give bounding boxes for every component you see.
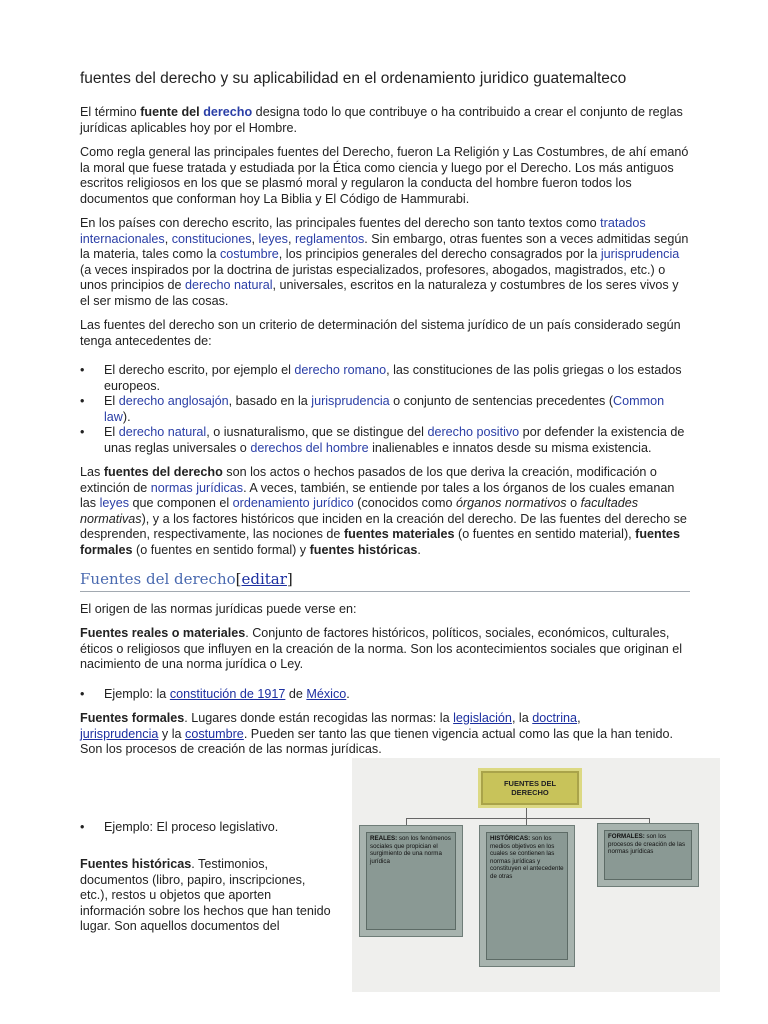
text: que componen el xyxy=(129,496,233,510)
section-title: Fuentes del derecho xyxy=(80,570,236,588)
link-jurisprudencia[interactable]: jurisprudencia xyxy=(80,726,159,741)
antecedents-list xyxy=(80,363,690,456)
link-leyes[interactable]: leyes xyxy=(99,496,130,510)
text: , xyxy=(251,231,259,246)
link-costumbre[interactable]: costumbre xyxy=(185,726,244,741)
bracket: [ xyxy=(235,570,242,588)
bold-term: fuente del xyxy=(140,105,204,119)
list-item xyxy=(80,363,690,394)
link-costumbre[interactable]: costumbre xyxy=(220,247,279,261)
link-derecho-natural[interactable]: derecho natural xyxy=(185,278,273,292)
text: , basado en la xyxy=(228,394,312,408)
text: . Conjunto de factores históricos, políticos, sociales, económicos, culturales, éticos o religiosos que influyen en la creación de la norma. Son los acontecimientos sociales que originan el nacimiento de una norma jurídica o Ley. xyxy=(80,626,683,671)
text: , xyxy=(577,711,581,725)
criteria-paragraph: Las fuentes del derecho son un criterio de determinación del sistema jurídico de un país considerado según tenga antecedentes de: xyxy=(80,318,681,348)
formal-sources-paragraph xyxy=(80,711,690,758)
text: (a veces inspirados por la doctrina de juristas especializados, profesores, abogados, magistrados, etc.) o unos principios de xyxy=(80,262,666,292)
bold-term: fuentes del derecho xyxy=(103,465,223,479)
link-reglamentos[interactable]: reglamentos xyxy=(294,231,365,246)
title-line: DERECHO xyxy=(511,788,549,797)
text: El derecho escrito, por ejemplo el xyxy=(104,363,295,377)
link-tratados[interactable]: tratados internacionales xyxy=(80,216,646,246)
bold-term: fuentes históricas xyxy=(309,542,418,557)
link-derecho[interactable]: derecho xyxy=(203,105,253,119)
bold-term: Fuentes reales o materiales xyxy=(80,626,246,640)
list-item: • Ejemplo: El proceso legislativo. xyxy=(80,820,340,836)
text: (o fuentes en sentido material), xyxy=(454,527,636,541)
link-common-law[interactable]: Common law xyxy=(104,394,665,424)
text: , o iusnaturalismo, que se distingue del xyxy=(206,425,428,439)
bold-term: fuentes materiales xyxy=(343,527,455,541)
definition-paragraph xyxy=(80,465,690,558)
link-ordenamiento-juridico[interactable]: ordenamiento jurídico xyxy=(232,496,354,510)
link-jurisprudencia[interactable]: jurisprudencia xyxy=(311,394,390,408)
link-derecho-anglosajon[interactable]: derecho anglosajón xyxy=(118,394,229,408)
text: ), y a los factores históricos que inciden en la creación del derecho. De las fuentes del derecho se desprenden, respectivamente, las nociones de xyxy=(80,511,687,541)
text: El término xyxy=(80,105,141,119)
link-jurisprudencia[interactable]: jurisprudencia xyxy=(600,247,680,261)
box-text: son los fenómenos sociales que propician el surgimiento de una norma jurídica xyxy=(370,835,451,865)
diagram-box-historicas xyxy=(480,826,574,966)
diagram-title xyxy=(478,768,582,808)
connector-horizontal xyxy=(406,818,650,819)
connector-vertical xyxy=(526,808,527,818)
text: por defender la existencia de unas reglas universales o xyxy=(104,425,685,455)
text: . A veces, también, se entiende por tales a los órganos de los cuales emanan las xyxy=(80,480,675,510)
text: . Pueden ser tanto las que tienen vigencia actual como las que la han tenido. Son los procesos de creación de las normas jurídicas. xyxy=(80,726,673,756)
text: . Sin embargo, otras fuentes son a veces admitidas según la materia, tales como la xyxy=(80,231,689,261)
text: , los principios generales del derecho consagrados por la xyxy=(278,247,601,261)
text: , las constituciones de las polis griegas o los estados europeos. xyxy=(104,363,682,393)
bold-term: fuentes formales xyxy=(80,527,680,557)
text: y la xyxy=(158,726,186,741)
history-paragraph: Como regla general las principales fuentes del Derecho, fueron La Religión y Las Costumbres, de ahí emanó la moral que fuese tratada y estudiada por la Ética como ciencia y luego por el Derecho. Los más antiguos escritos religiosos en los que se plasmó moral y regularon la conducta del hombre fueron todos los documentos que conforman hoy La Biblia y El Código de Hammurabi. xyxy=(80,145,689,206)
link-derechos-del-hombre[interactable]: derechos del hombre xyxy=(250,440,369,455)
document-title: fuentes del derecho y su aplicabilidad en el ordenamiento juridico guatemalteco xyxy=(80,70,627,87)
text: o conjunto de sentencias precedentes ( xyxy=(389,394,614,408)
text: de xyxy=(285,686,307,701)
sources-diagram xyxy=(352,758,720,992)
historical-sources-paragraph xyxy=(80,857,335,935)
text: o xyxy=(566,496,581,510)
intro-paragraph xyxy=(80,105,690,136)
text: El xyxy=(104,425,119,439)
link-doctrina[interactable]: doctrina xyxy=(532,711,578,725)
text: ). xyxy=(122,409,131,424)
text: , xyxy=(287,231,295,246)
material-sources-paragraph xyxy=(80,626,690,673)
link-normas-juridicas[interactable]: normas jurídicas xyxy=(150,480,244,495)
text: . Lugares donde están recogidas las normas: la xyxy=(184,711,454,725)
edit-link[interactable]: editar xyxy=(241,570,287,588)
text: , la xyxy=(511,711,533,725)
text: inalienables e innatos desde su misma existencia. xyxy=(368,440,652,455)
bold-term: Fuentes formales xyxy=(80,711,185,725)
text: , xyxy=(164,231,172,246)
origin-paragraph: El origen de las normas jurídicas puede verse en: xyxy=(80,601,357,616)
link-mexico[interactable]: México xyxy=(306,686,347,701)
text: designa todo lo que contribuye o ha contribuido a crear el conjunto de reglas jurídicas aplicables hoy por el Hombre. xyxy=(80,105,683,135)
link-derecho-natural[interactable]: derecho natural xyxy=(118,425,207,439)
box-text: son los procesos de creación de las normas jurídicas xyxy=(608,833,686,856)
text: Ejemplo: la xyxy=(104,686,170,701)
written-law-paragraph xyxy=(80,216,690,309)
process-example-list xyxy=(80,820,340,836)
text: . xyxy=(346,686,350,701)
link-constituciones[interactable]: constituciones xyxy=(171,231,252,246)
text: (conocidos como xyxy=(353,496,456,510)
list-item xyxy=(80,394,690,425)
link-derecho-romano[interactable]: derecho romano xyxy=(294,363,387,377)
text: , universales, escritos en la naturaleza y costumbres de los seres vivos y el ser mismo de las cosas. xyxy=(80,278,679,308)
link-derecho-positivo[interactable]: derecho positivo xyxy=(427,425,520,439)
box-label: HISTÓRICAS: xyxy=(490,835,531,842)
link-legislacion[interactable]: legislación xyxy=(453,711,512,725)
text: (o fuentes en sentido formal) y xyxy=(132,542,310,557)
connector-left xyxy=(406,818,407,826)
bracket: ] xyxy=(286,570,293,588)
box-label: REALES: xyxy=(370,835,398,842)
box-text: son los medios objetivos en los cuales se contienen las normas jurídicas y constituyen el antecedente de otras xyxy=(490,835,564,880)
text: . Testimonios, documentos (libro, papiro, inscripciones, etc.), restos u objetos que aporten información sobre los hechos que han tenido lugar. Son aquellos documentos del xyxy=(80,857,331,933)
text: Las xyxy=(80,465,104,479)
link-constitucion-1917[interactable]: constitución de 1917 xyxy=(169,686,286,701)
section-heading xyxy=(80,572,690,592)
link-leyes[interactable]: leyes xyxy=(258,231,288,246)
article-body xyxy=(80,105,690,758)
connector-mid xyxy=(526,818,527,826)
box-label: FORMALES: xyxy=(608,833,645,840)
diagram-box-reales xyxy=(360,826,462,936)
list-item xyxy=(80,425,690,456)
text: En los países con derecho escrito, las principales fuentes del derecho son tanto textos como xyxy=(80,216,601,230)
text: . xyxy=(417,542,421,557)
title-line: FUENTES DEL xyxy=(503,779,557,788)
example-list xyxy=(80,687,690,703)
text: son los actos o hechos pasados de los que deriva la creación, modificación o extinción de xyxy=(80,465,657,495)
bold-term: Fuentes históricas xyxy=(80,857,192,871)
italic-term: facultades normativas xyxy=(80,496,639,526)
text: El xyxy=(104,394,119,408)
italic-term: órganos normativos xyxy=(455,496,567,510)
list-item xyxy=(80,687,690,703)
diagram-box-formales xyxy=(598,824,698,886)
